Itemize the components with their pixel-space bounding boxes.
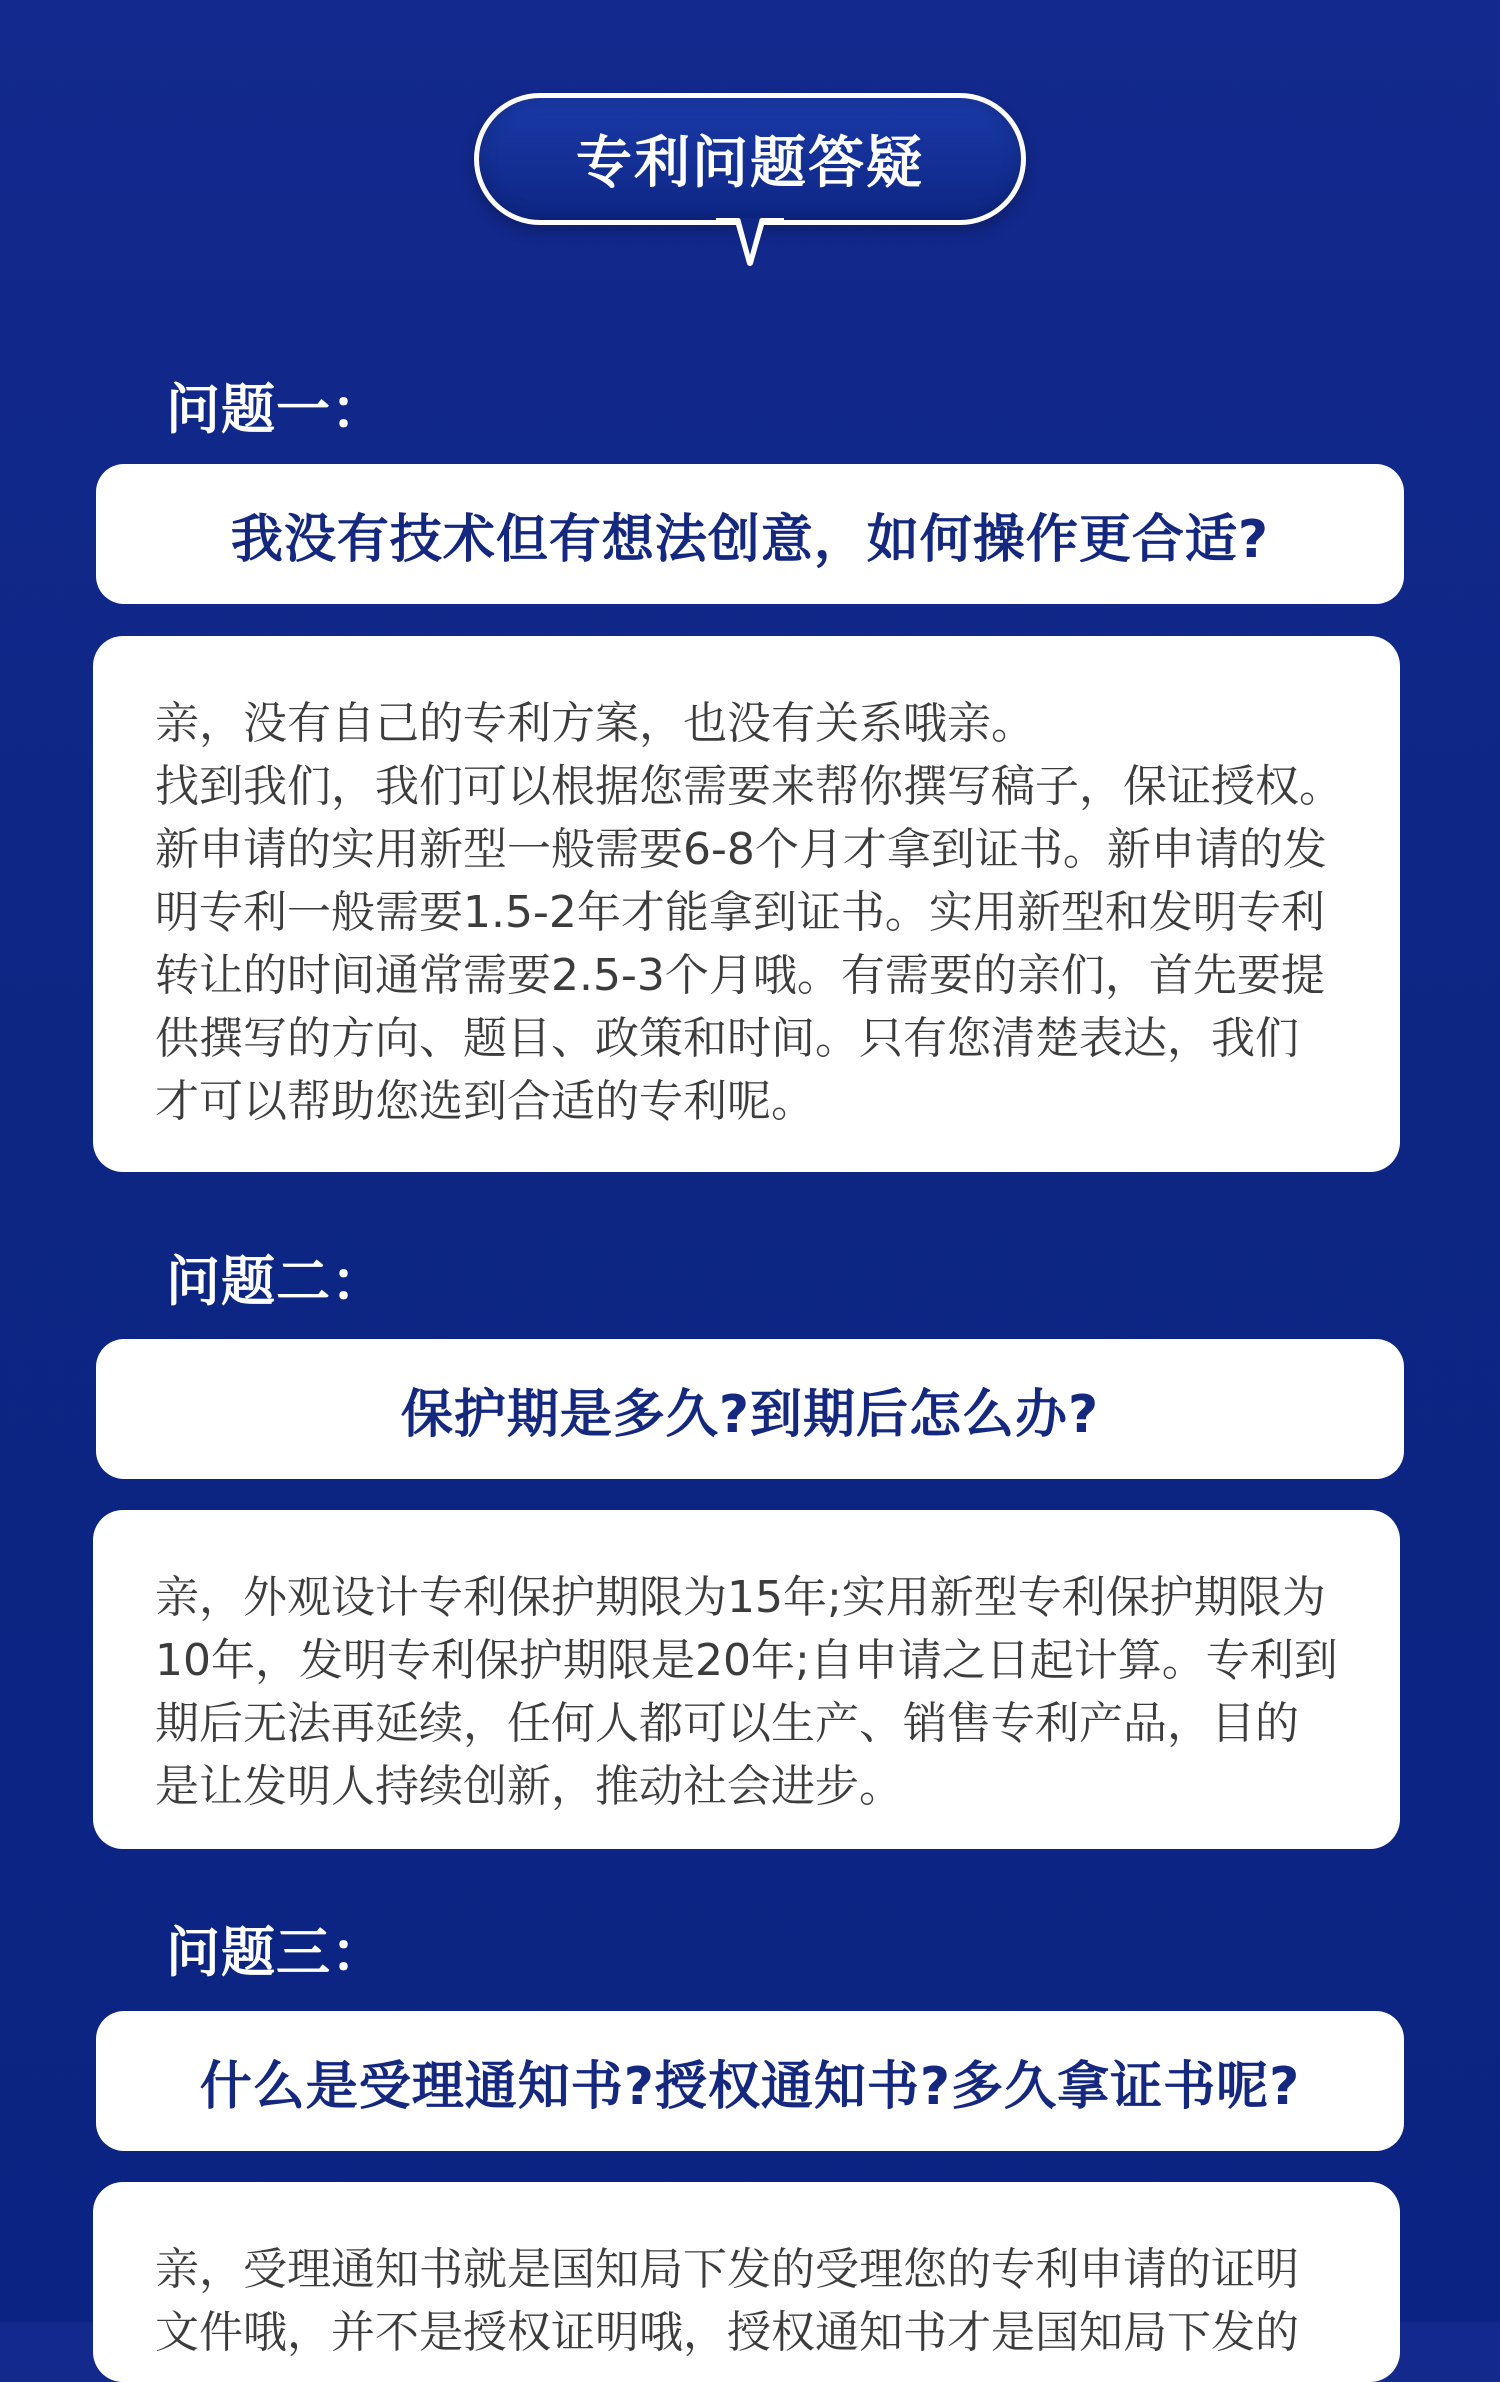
answer-3-line: 文件哦，并不是授权证明哦，授权通知书才是国知局下发的: [155, 2307, 1299, 2358]
answer-3-card: [93, 2182, 1400, 2382]
question-2-label: 问题二：: [166, 1250, 386, 1313]
answer-1-line: 亲，没有自己的专利方案，也没有关系哦亲。: [155, 698, 1035, 749]
question-2-card: [96, 1339, 1404, 1479]
answer-3-text: [155, 2238, 1338, 2364]
section-title-bubble: [474, 93, 1026, 225]
page-title: 专利问题答疑: [576, 131, 924, 196]
answer-1-line: 新申请的实用新型一般需要6-8个月才拿到证书。新申请的发: [155, 824, 1327, 875]
answer-2-line: 亲，外观设计专利保护期限为15年;实用新型专利保护期限为: [155, 1572, 1326, 1623]
answer-1-text: [155, 692, 1343, 1133]
question-2-text: 保护期是多久?到期后怎么办?: [400, 1384, 1100, 1445]
question-1-text: 我没有技术但有想法创意，如何操作更合适?: [230, 509, 1270, 570]
answer-1-line: 明专利一般需要1.5-2年才能拿到证书。实用新型和发明专利: [155, 887, 1325, 938]
speech-bubble-tail-icon: [716, 215, 784, 269]
answer-1-line: 才可以帮助您选到合适的专利呢。: [155, 1076, 815, 1127]
answer-3-line: 亲，受理通知书就是国知局下发的受理您的专利申请的证明: [155, 2244, 1299, 2295]
question-3-card: [96, 2011, 1404, 2151]
answer-1-card: [93, 636, 1400, 1172]
answer-2-line: 期后无法再延续，任何人都可以生产、销售专利产品，目的: [155, 1698, 1299, 1749]
question-1-card: [96, 464, 1404, 604]
answer-1-line: 找到我们，我们可以根据您需要来帮你撰写稿子，保证授权。: [155, 761, 1343, 812]
answer-2-line: 10年，发明专利保护期限是20年;自申请之日起计算。专利到: [155, 1635, 1338, 1686]
question-3-text: 什么是受理通知书?授权通知书?多久拿证书呢?: [199, 2056, 1301, 2117]
answer-2-text: [155, 1566, 1338, 1818]
answer-1-line: 转让的时间通常需要2.5-3个月哦。有需要的亲们，首先要提: [155, 950, 1325, 1001]
answer-2-card: [93, 1510, 1400, 1849]
answer-2-line: 是让发明人持续创新，推动社会进步。: [155, 1761, 903, 1812]
answer-1-line: 供撰写的方向、题目、政策和时间。只有您清楚表达，我们: [155, 1013, 1299, 1064]
question-1-label: 问题一：: [166, 378, 386, 441]
question-3-label: 问题三：: [166, 1921, 386, 1984]
